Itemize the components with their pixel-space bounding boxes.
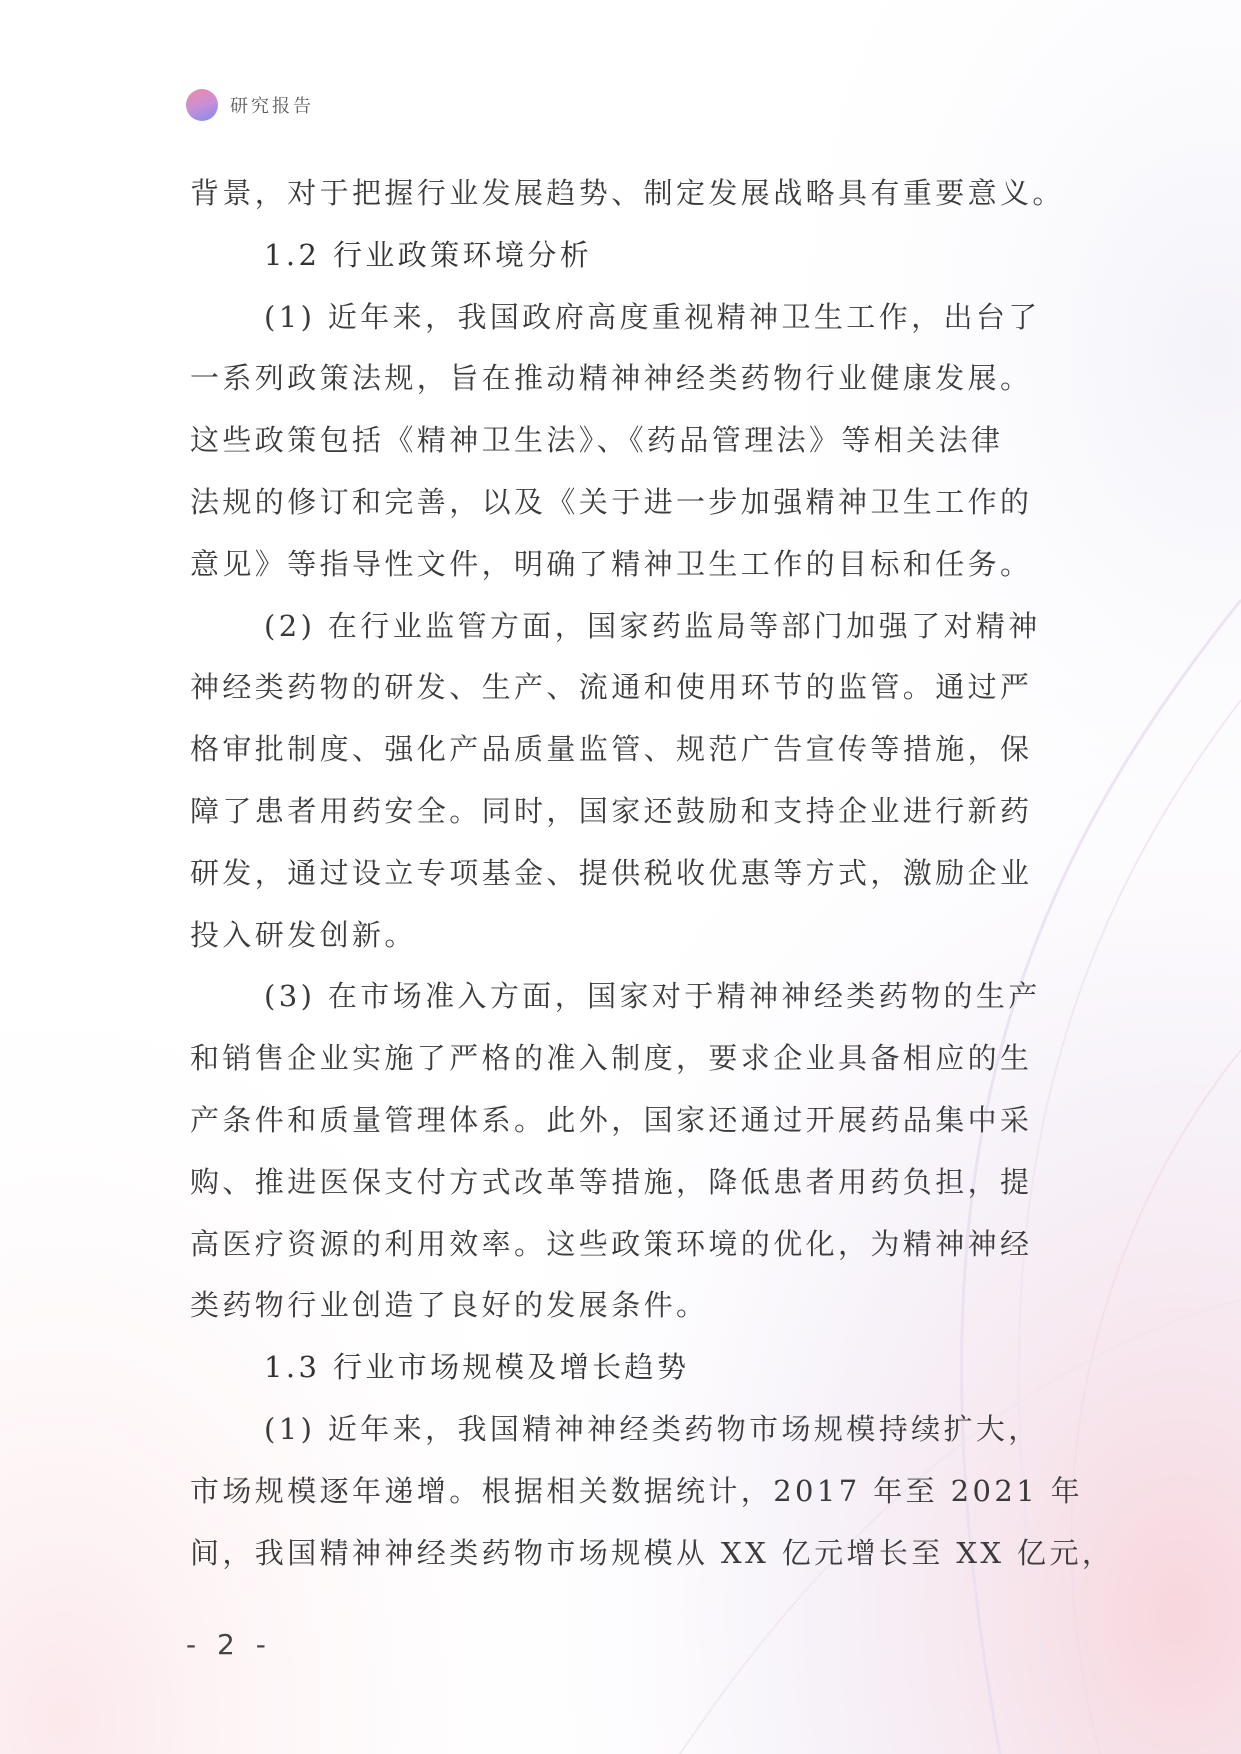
page-number: - 2 -: [186, 1628, 272, 1661]
section-heading: 1.3 行业市场规模及增长趋势: [264, 1350, 690, 1385]
paragraph-line: 背景，对于把握行业发展趋势、制定发展战略具有重要意义。: [190, 176, 1065, 210]
paragraph-line: 投入研发创新。: [190, 917, 417, 952]
paragraph-line: 类药物行业创造了良好的发展条件。: [190, 1288, 709, 1323]
paragraph-line: 高医疗资源的利用效率。这些政策环境的优化，为精神神经: [190, 1226, 1033, 1261]
paragraph-line: (1) 近年来，我国精神神经类药物市场规模持续扩大，: [264, 1411, 1041, 1446]
paragraph-line: 这些政策包括《精神卫生法》、《药品管理法》等相关法律: [190, 423, 1004, 458]
paragraph-line: 障了患者用药安全。同时，国家还鼓励和支持企业进行新药: [190, 793, 1033, 828]
paragraph-line: 间，我国精神神经类药物市场规模从 XX 亿元增长至 XX 亿元，: [190, 1535, 1115, 1570]
gradient-circle-logo-icon: [186, 89, 218, 121]
paragraph-line: 研发，通过设立专项基金、提供税收优惠等方式，激励企业: [190, 855, 1033, 890]
paragraph-line: 神经类药物的研发、生产、流通和使用环节的监管。通过严: [190, 670, 1033, 705]
paragraph-line: (1) 近年来，我国政府高度重视精神卫生工作，出台了: [264, 299, 1041, 334]
paragraph-line: (2) 在行业监管方面，国家药监局等部门加强了对精神: [264, 608, 1041, 643]
paragraph-line: 意见》等指导性文件，明确了精神卫生工作的目标和任务。: [190, 546, 1033, 581]
paragraph-line: 法规的修订和完善，以及《关于进一步加强精神卫生工作的: [190, 484, 1033, 519]
section-heading: 1.2 行业政策环境分析: [264, 237, 593, 272]
paragraph-line: 产条件和质量管理体系。此外，国家还通过开展药品集中采: [190, 1102, 1033, 1137]
report-header: [186, 88, 314, 122]
paragraph-line: (3) 在市场准入方面，国家对于精神神经类药物的生产: [264, 979, 1041, 1014]
paragraph-line: 格审批制度、强化产品质量监管、规范广告宣传等措施，保: [190, 732, 1033, 767]
paragraph-line: 和销售企业实施了严格的准入制度，要求企业具备相应的生: [190, 1041, 1033, 1076]
document-body: [190, 163, 1115, 1584]
paragraph-line: 市场规模逐年递增。根据相关数据统计，2017 年至 2021 年: [190, 1473, 1084, 1508]
paragraph-line: 一系列政策法规，旨在推动精神神经类药物行业健康发展。: [190, 361, 1033, 396]
paragraph-line: 购、推进医保支付方式改革等措施，降低患者用药负担，提: [190, 1164, 1033, 1199]
header-label: 研究报告: [230, 96, 314, 117]
